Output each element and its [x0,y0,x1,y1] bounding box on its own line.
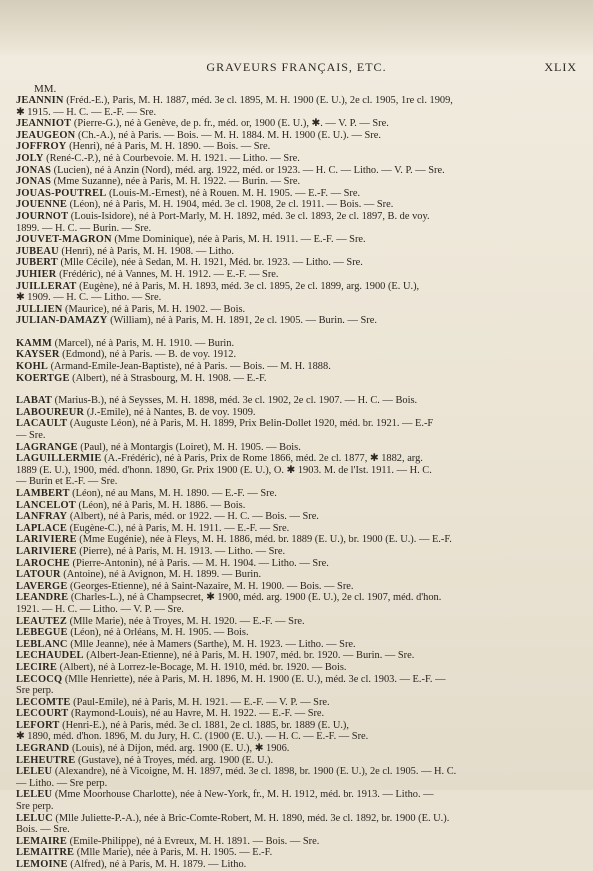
entry-details: (Albert), né à Strasbourg, M. H. 1908. — E.-F. [69,372,267,384]
entry-details: (René-C.-P.), né à Courbevoie. M. H. 1921. — Litho. — Sre. [43,152,300,164]
engraver-name: LECOCQ [16,673,63,685]
engraver-name: JUHIER [16,268,57,280]
entry-line [16,534,579,546]
entry-line [16,407,579,419]
engraver-name: LEMAIRE [16,835,68,847]
entry-details: 1899. — H. C. — Burin. — Sre. [16,222,152,234]
entry-details: (Fréd.-E.), Paris, M. H. 1887, méd. 3e cl. 1895, M. H. 1900 (E. U.), 2e cl. 1905, 1re cl. 1909, [63,95,453,106]
engraver-name: LANCELOT [16,499,76,511]
engraver-name: LAVERGE [16,580,68,592]
entry-line [16,130,579,142]
engraver-name: JOUAS-POUTREL [16,187,107,199]
engraver-name: LEMOINE [16,859,68,870]
entry-line [16,442,579,454]
page-number: XLIX [544,60,577,74]
engraver-name: LEGRAND [16,743,70,755]
entry-line [16,639,579,651]
entry-details: (Henri), né à Paris, M. H. 1890. — Bois. — Sre. [66,141,271,153]
entry-line [16,188,579,200]
entry-details: (Pierre), né à Paris, M. H. 1913. — Litho. — Sre. [76,545,286,557]
entry-line [16,546,579,558]
entry-line [16,257,579,269]
engraver-name: JUBERT [16,257,58,269]
entry-details: (Antoine), né à Avignon, M. H. 1899. — Burin. [60,569,262,581]
entry-details: (Alfred), né à Paris, M. H. 1879. — Litho. [67,859,247,870]
entry-details: (Paul), né à Montargis (Loiret), M. H. 1905. — Bois. [77,441,301,453]
engraver-name: LELUC [16,812,53,824]
entry-line [16,847,579,859]
engraver-name: LELEU [16,789,53,801]
letter-group-gap [16,384,579,395]
entry-line [16,199,579,211]
entry-details: (Armand-Emile-Jean-Baptiste), né à Paris. — Bois. — M. H. 1888. [47,361,331,373]
entry-line [16,315,579,327]
engraver-name: JOFFROY [16,141,67,153]
engraver-name: LECOMTE [16,696,71,708]
engraver-name: KOERTGE [16,372,70,384]
engraver-name: LECIRE [16,661,58,673]
entry-details: Sre perp. [16,801,54,813]
engraver-name: LAPLACE [16,522,68,534]
entry-line [16,500,579,512]
entry-list [16,95,579,871]
entry-details: (Gustave), né à Troyes, méd. arg. 1900 (E. U.). [75,754,274,766]
entry-details: (Emile-Philippe), né à Evreux, M. H. 1891. — Bois. — Sre. [67,835,320,847]
entry-details: (Léon), né à Paris, M. H. 1886. — Bois. [75,499,246,511]
entry-line [16,418,579,430]
entry-line [16,141,579,153]
entry-details: (Léon), né au Mans, M. H. 1890. — E.-F. — Sre. [69,488,277,499]
engraver-name: LAMBERT [16,488,70,499]
engraver-name: JOLY [16,152,44,164]
engraver-name: LABAT [16,395,53,407]
entry-line [16,373,579,385]
engraver-name: JUBEAU [16,245,59,257]
entry-details: (Marius-B.), né à Seysses, M. H. 1898, méd. 3e cl. 1902, 2e cl. 1907. — H. C. — Bois. [52,395,418,407]
entry-details: (Mme Moorhouse Charlotte), née à New-York, fr., M. H. 1912, méd. br. 1913. — Litho. — [52,789,434,801]
engraver-name: LABOUREUR [16,406,85,418]
entry-details: (Louis-M.-Ernest), né à Rouen. M. H. 1905. — E.-F. — Sre. [106,187,361,199]
entry-line [16,107,579,119]
engraver-name: LAROCHE [16,557,70,569]
entry-details: (Charles-L.), né à Champsecret, ✱ 1900, méd. arg. 1900 (E. U.), 2e cl. 1907, méd. d'hon. [68,592,442,604]
entry-details: (Mlle Jeanne), née à Mamers (Sarthe), M. H. 1923. — Litho. — Sre. [67,638,356,650]
entry-details: (Edmond), né à Paris. — B. de voy. 1912. [59,349,237,361]
engraver-name: LEBLANC [16,638,68,650]
entry-line [16,836,579,848]
letter-group-gap [16,327,579,338]
entry-line [16,361,579,373]
entry-details: (Louis-Isidore), né à Port-Marly, M. H. 1892, méd. 3e cl. 1893, 2e cl. 1897, B. de voy. [68,210,430,222]
entry-line [16,211,579,223]
entry-line [16,338,579,350]
entry-details: (Léon), né à Paris, M. H. 1904, méd. 3e cl. 1908, 2e cl. 1911. — Bois. — Sre. [67,199,394,211]
engraver-name: JUILLERAT [16,280,77,292]
entry-details: (Mme Eugénie), née à Fleys, M. H. 1886, méd. br. 1889 (E. U.), br. 1900 (E. U.). — E.-F. [76,534,452,546]
entry-line [16,778,579,790]
engraver-name: KOHL [16,361,48,373]
engraver-name: JULLIEN [16,303,63,315]
entry-details: (Raymond-Louis), né au Havre, M. H. 1922. — E.-F. — Sre. [68,708,325,720]
engraver-name: LAGRANGE [16,441,78,453]
entry-details: 1889 (E. U.), 1900, méd. d'honn. 1890, Gr. Prix 1900 (E. U.), O. ✱ 1903. M. de l'Ist. 1911. — H. C. [16,464,432,476]
entry-line [16,430,579,442]
engraver-name: JEANNIOT [16,118,72,130]
entry-line [16,755,579,767]
entry-line [16,592,579,604]
engraver-name: KAYSER [16,349,60,361]
entry-line [16,511,579,523]
entry-line [16,766,579,778]
engraver-name: JOUENNE [16,199,68,211]
engraver-name: KAMM [16,337,53,349]
engraver-name: LEANDRE [16,592,69,604]
entry-line [16,824,579,836]
entry-line [16,246,579,258]
entry-line [16,269,579,281]
engraver-name: JEAUGEON [16,129,76,141]
entry-line [16,176,579,188]
entry-line [16,523,579,535]
engraver-name: LACAULT [16,418,68,430]
entry-line [16,465,579,477]
entry-line [16,708,579,720]
entry-details: (Léon), né à Orléans, M. H. 1905. — Bois. [67,627,249,639]
entry-details: (A.-Frédéric), né à Paris, Prix de Rome 1866, méd. 2e cl. 1877, ✱ 1882, arg. [101,453,423,465]
engraver-name: LANFRAY [16,511,68,523]
entry-line [16,558,579,570]
entry-details: (Marcel), né à Paris, M. H. 1910. — Burin. [52,337,235,349]
entry-line [16,801,579,813]
engraver-name: LEMAITRE [16,847,75,859]
entry-details: (Georges-Etienne), né à Saint-Nazaire, M. H. 1900. — Bois. — Sre. [67,580,354,592]
entry-details: ✱ 1890, méd. d'hon. 1896, M. du Jury, H. C. (1900 (E. U.). — H. C. — E.-F. — Sre. [16,731,369,743]
engraver-name: LEAUTEZ [16,615,68,627]
entry-details: (Mlle Cécile), née à Sedan, M. H. 1921, Méd. br. 1923. — Litho. — Sre. [57,257,363,269]
entry-line [16,731,579,743]
entry-details: (Henri), né à Paris, M. H. 1908. — Litho. [58,245,234,257]
engraver-name: JEANNIN [16,95,64,106]
entry-line [16,569,579,581]
engraver-name: JULIAN-DAMAZY [16,315,108,327]
engraver-name: JOUVET-MAGRON [16,234,112,246]
entry-details: — Burin et E.-F. — Sre. [16,476,118,488]
engraver-name: JONAS [16,164,52,176]
engraver-name: LARIVIERE [16,534,77,546]
entry-line [16,223,579,235]
entry-details: (Maurice), né à Paris, M. H. 1902. — Bois. [62,303,246,315]
entry-details: ✱ 1909. — H. C. — Litho. — Sre. [16,292,162,304]
entry-details: Sre perp. [16,685,54,697]
entry-details: (Paul-Emile), né à Paris, M. H. 1921. — E.-F. — V. P. — Sre. [70,696,330,708]
engraver-name: LECOURT [16,708,69,720]
entry-details: (J.-Emile), né à Nantes, B. de voy. 1909. [84,406,256,418]
engraver-name: LECHAUDEL [16,650,84,662]
entry-details: 1921. — H. C. — Litho. — V. P. — Sre. [16,603,184,615]
entry-line [16,604,579,616]
entry-details: (Louis), né à Dijon, méd. arg. 1900 (E. U.), ✱ 1906. [69,743,290,755]
entry-line [16,674,579,686]
engraver-name: LAGUILLERMIE [16,453,102,465]
entry-details: (Eugène-C.), né à Paris, M. H. 1911. — E.-F. — Sre. [67,522,290,534]
page-header-title: GRAVEURS FRANÇAIS, ETC. [206,60,387,74]
entry-line [16,697,579,709]
entry-line [16,349,579,361]
entry-line [16,453,579,465]
engraver-name: JOURNOT [16,210,69,222]
entry-line [16,859,579,871]
entry-line [16,616,579,628]
entry-details: (Mlle Marie), née à Troyes, M. H. 1920. — E.-F. — Sre. [67,615,305,627]
entry-details: (Mme Suzanne), née à Paris, M. H. 1922. — Burin. — Sre. [51,176,301,188]
mm-label: MM. [34,83,57,95]
entry-line [16,165,579,177]
engraver-name: LEBEGUE [16,627,68,639]
entry-line [16,395,579,407]
entry-details: (Frédéric), né à Vannes, M. H. 1912. — E.-F. — Sre. [56,268,279,280]
entry-line [16,476,579,488]
entry-details: (Albert), né à Lorrez-le-Bocage, M. H. 1910, méd. br. 1920. — Bois. [57,661,347,673]
entry-line [16,789,579,801]
entry-line [16,153,579,165]
running-header [0,60,593,76]
entry-details: (Albert-Jean-Etienne), né à Paris, M. H. 1907, méd. br. 1920. — Burin. — Sre. [83,650,415,662]
engraver-name: JONAS [16,176,52,188]
entry-line [16,118,579,130]
engraver-name: LARIVIERE [16,545,77,557]
engraver-name: LEHEUTRE [16,754,76,766]
entry-details: (Pierre-Antonin), né à Paris. — M. H. 1904. — Litho. — Sre. [69,557,329,569]
entry-line [16,234,579,246]
entry-details: (William), né à Paris, M. H. 1891, 2e cl. 1905. — Burin. — Sre. [107,315,377,327]
page-top-shadow [0,0,593,58]
entry-line [16,662,579,674]
entry-details: (Pierre-G.), né à Genève, de p. fr., méd. or, 1900 (E. U.), ✱. — V. P. — Sre. [71,118,389,130]
entry-line [16,650,579,662]
entry-line [16,720,579,732]
entry-line [16,488,579,500]
engraver-name: LELEU [16,766,53,778]
entry-line [16,95,579,107]
entry-details: (Auguste Léon), né à Paris, M. H. 1899, Prix Belin-Dollet 1920, méd. br. 1921. — E.-F [67,418,434,430]
entry-details: (Mlle Juliette-P.-A.), née à Bric-Comte-Robert, M. H. 1890, méd. 3e cl. 1892, br. 1900 (E. U.). [52,812,450,824]
entry-details: (Eugène), né à Paris, M. H. 1893, méd. 3e cl. 1895, 2e cl. 1899, arg. 1900 (E. U.), [76,280,420,292]
entry-details: ✱ 1915. — H. C. — E.-F. — Sre. [16,106,157,118]
entry-details: — Litho. — Sre perp. [16,777,108,789]
entry-line [16,292,579,304]
entry-details: (Lucien), né à Anzin (Nord), méd. arg. 1922, méd. or 1923. — H. C. — Litho. — V. P. — Sre. [51,164,445,176]
entry-details: (Henri-E.), né à Paris, méd. 3e cl. 1881, 2e cl. 1885, br. 1889 (E. U.), [59,719,349,731]
entry-details: Bois. — Sre. [16,824,70,836]
entry-line [16,627,579,639]
entry-details: (Mlle Marie), née à Paris, M. H. 1905. — E.-F. [74,847,273,859]
entry-line [16,813,579,825]
entry-line [16,743,579,755]
engraver-name: LATOUR [16,569,61,581]
engraver-name: LEFORT [16,719,60,731]
entry-line [16,281,579,293]
entry-line [16,304,579,316]
entry-details: (Ch.-A.), né à Paris. — Bois. — M. H. 1884. M. H. 1900 (E. U.). — Sre. [75,129,381,141]
entry-details: (Mme Dominique), née à Paris, M. H. 1911. — E.-F. — Sre. [111,234,366,246]
entry-line [16,685,579,697]
entry-details: — Sre. [16,430,46,442]
entry-details: (Albert), né à Paris, méd. or 1922. — H. C. — Bois. — Sre. [67,511,319,523]
entry-details: (Alexandre), né à Vicoigne, M. H. 1897, méd. 3e cl. 1898, br. 1900 (E. U.), 2e cl. 1905. — H. C. [52,766,457,778]
entry-line [16,581,579,593]
entry-details: (Mlle Henriette), née à Paris, M. H. 1896, M. H. 1900 (E. U.), méd. 3e cl. 1903. — E.-F. — [62,673,446,685]
